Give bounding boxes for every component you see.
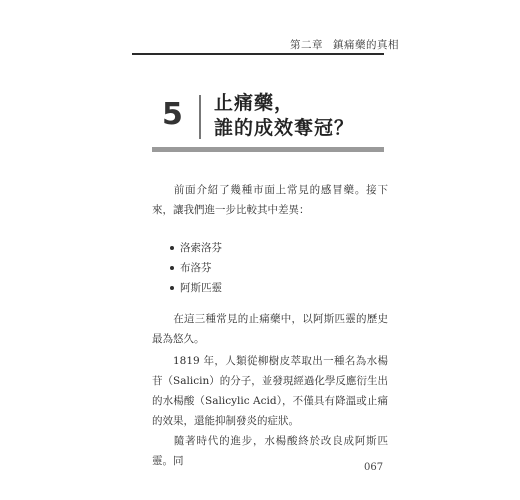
chapter-title bbox=[214, 91, 354, 141]
header-rule bbox=[132, 53, 384, 55]
paragraph-progress: 隨著時代的進步，水楊酸終於改良成阿斯匹靈。同 bbox=[152, 435, 388, 467]
chapter-number: 5 bbox=[162, 97, 183, 132]
chapter-title-line1: 止痛藥， bbox=[214, 92, 295, 114]
chapter-title-line2: 誰的成效奪冠？ bbox=[214, 117, 355, 139]
header-title: 鎮痛藥的真相 bbox=[333, 39, 399, 51]
list-item: 洛索洛芬 bbox=[170, 238, 222, 258]
paragraph-intro: 前面介紹了幾種市面上常見的感冒藥。接下來，讓我們進一步比較其中差異： bbox=[152, 184, 388, 216]
paragraph-history: 在這三種常見的止痛藥中，以阿斯匹靈的歷史最為悠久。 bbox=[152, 313, 388, 345]
list-item: 阿斯匹靈 bbox=[170, 278, 222, 298]
header-chapter: 第二章 bbox=[290, 39, 323, 51]
chapter-underline bbox=[152, 147, 384, 152]
paragraph-salicin: 1819 年，人類從柳樹皮萃取出一種名為水楊苷（Salicin）的分子，並發現經過化學反應衍生出的水楊酸（Salicylic Acid），不僅具有降溫或止痛的效果，還能抑制發炎的症狀。 bbox=[152, 355, 388, 427]
bullet-list bbox=[170, 238, 222, 298]
bullet-icon bbox=[170, 286, 174, 290]
list-item: 布洛芬 bbox=[170, 258, 222, 278]
bullet-icon bbox=[170, 246, 174, 250]
running-header bbox=[290, 37, 399, 52]
bullet-icon bbox=[170, 266, 174, 270]
page-number: 067 bbox=[364, 462, 384, 473]
chapter-divider bbox=[199, 95, 201, 139]
chapter-heading bbox=[152, 93, 392, 163]
